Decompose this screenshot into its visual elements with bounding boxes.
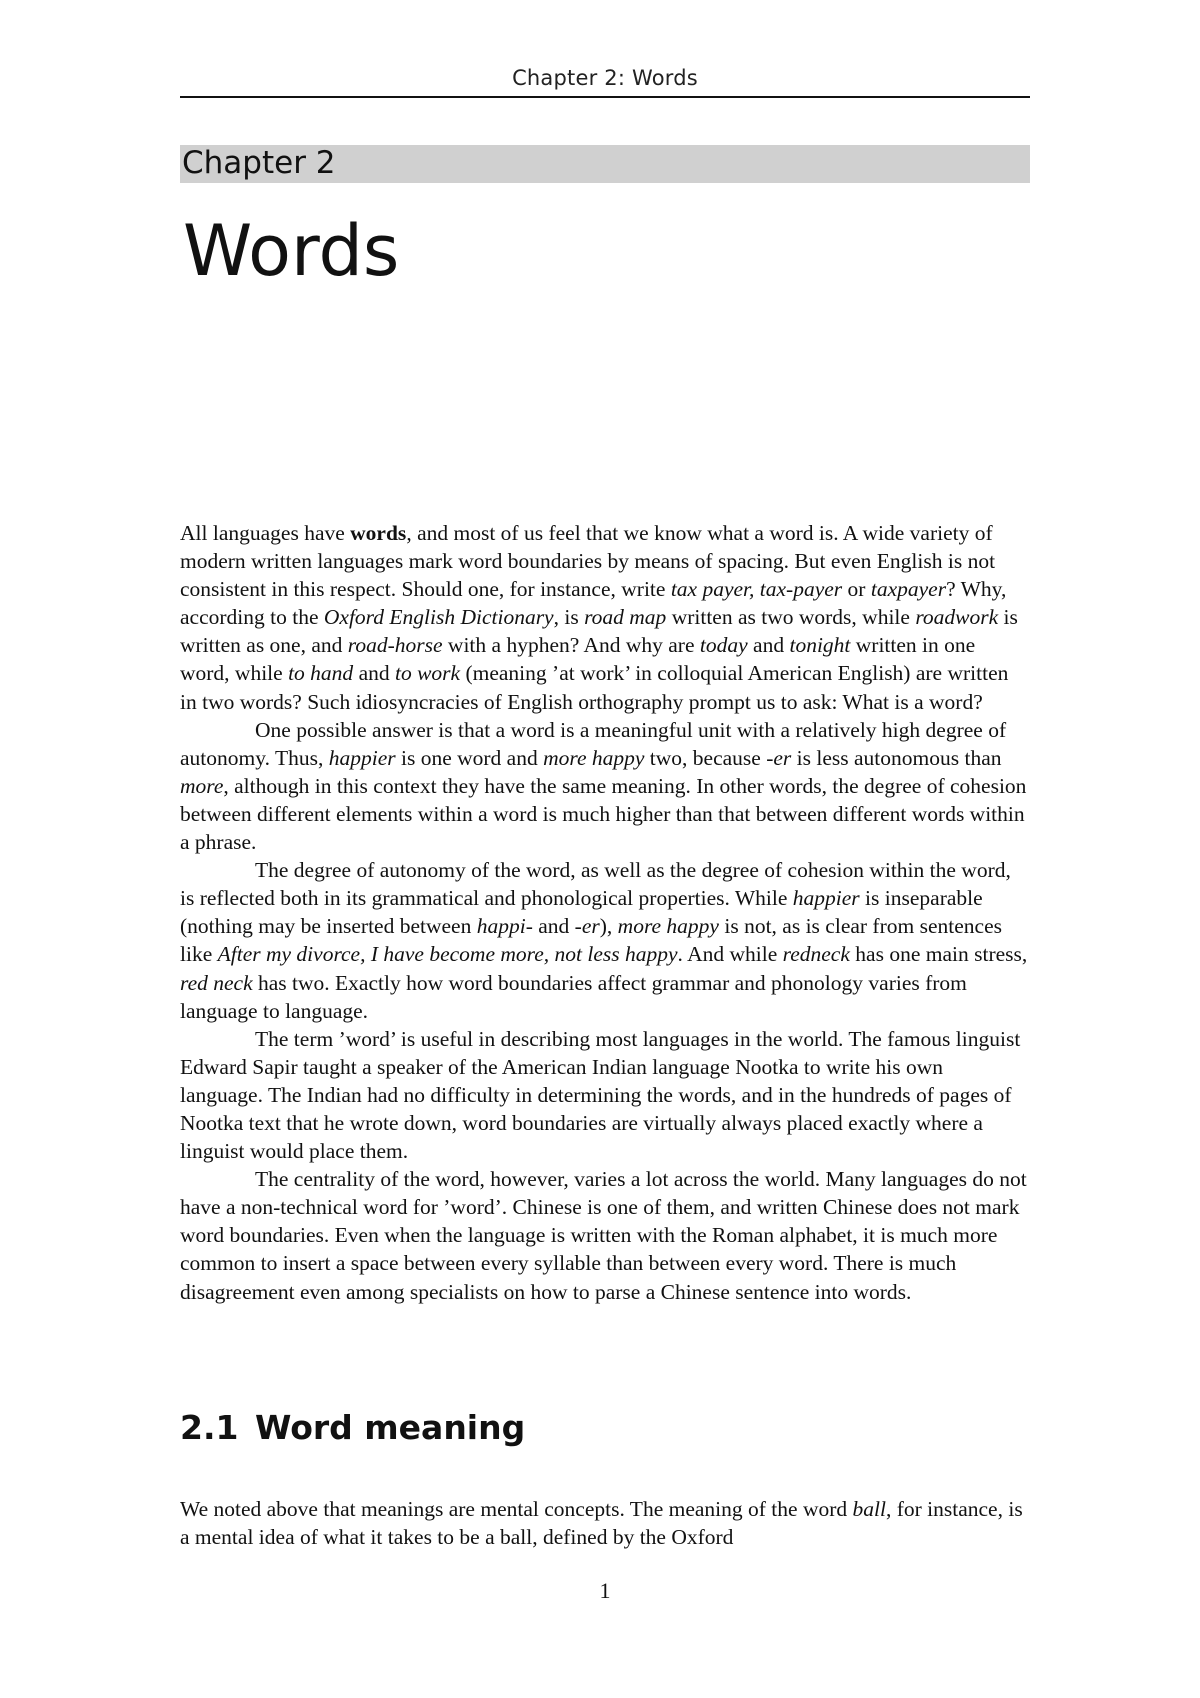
page-number: 1 bbox=[599, 1578, 611, 1603]
chapter-title: Words bbox=[183, 210, 400, 292]
section-heading bbox=[180, 1406, 525, 1450]
italic-term: redneck bbox=[782, 942, 850, 967]
italic-term: -er bbox=[766, 745, 792, 770]
italic-term: tonight bbox=[789, 633, 851, 658]
italic-term: happier bbox=[328, 745, 396, 770]
italic-term: to work bbox=[394, 661, 461, 686]
text-run: is one word and bbox=[395, 745, 544, 770]
bold-term: words bbox=[350, 521, 407, 545]
paragraph bbox=[180, 519, 1030, 716]
text-run: . And while bbox=[677, 942, 783, 967]
text-run: , for instance, is a mental idea of what it takes to be a ball, defined by the Oxford bbox=[180, 1497, 1023, 1550]
italic-term: ball bbox=[852, 1497, 886, 1521]
text-run: two, because bbox=[644, 745, 767, 770]
section-number: 2.1 bbox=[180, 1408, 239, 1447]
text-run: is inseparable (nothing may be inserted between bbox=[180, 886, 983, 939]
text-run: and bbox=[532, 914, 575, 939]
text-run: , is bbox=[553, 605, 585, 630]
paragraph bbox=[180, 856, 1030, 1025]
italic-term: today bbox=[699, 633, 748, 658]
text-run: is written as one, and bbox=[180, 605, 1018, 658]
text-run: , although in this context they have the same meaning. In other words, the degree of cohesion between different elements within a word is much higher than that between different words within a phrase. bbox=[180, 773, 1027, 855]
text-run: has two. Exactly how word boundaries affect grammar and phonology varies from language to language. bbox=[180, 970, 967, 1023]
text-run: , and most of us feel that we know what a word is. A wide variety of modern written languages mark word boundaries by means of spacing. But even English is not consistent in this respect. Should one, for instance, write bbox=[180, 521, 996, 602]
text-run: and bbox=[353, 661, 395, 686]
text-run: and bbox=[747, 633, 790, 658]
italic-term: Oxford English Dictionary bbox=[323, 605, 554, 630]
italic-term: After my divorce, I have become more, not less happy bbox=[217, 942, 678, 967]
text-run: is not, as is clear from sentences like bbox=[180, 914, 1002, 967]
italic-term: taxpayer bbox=[870, 577, 947, 602]
text-run: ), bbox=[599, 914, 618, 939]
text-run: The degree of autonomy of the word, as well as the degree of cohesion within the word, is reflected both in its grammatical and phonological properties. While bbox=[180, 858, 1011, 911]
paragraph bbox=[180, 716, 1030, 856]
section-body-text bbox=[180, 1495, 1030, 1551]
running-head: Chapter 2: Words bbox=[512, 66, 698, 90]
text-run: ? Why, according to the bbox=[180, 577, 1007, 630]
chapter-intro-text bbox=[180, 519, 1030, 1306]
italic-term: road-horse bbox=[347, 633, 443, 658]
text-run: has one main stress, bbox=[849, 942, 1028, 967]
italic-term: tax payer, tax-payer bbox=[670, 577, 843, 602]
italic-term: red neck bbox=[180, 970, 253, 995]
text-run: All languages have bbox=[180, 521, 351, 545]
text-run: with a hyphen? And why are bbox=[442, 633, 700, 658]
italic-term: happi- bbox=[476, 914, 533, 939]
italic-term: more happy bbox=[543, 745, 645, 770]
text-run: or bbox=[842, 577, 871, 602]
text-run: We noted above that meanings are mental concepts. The meaning of the word bbox=[180, 1497, 853, 1521]
italic-term: -er bbox=[574, 914, 600, 939]
italic-term: to hand bbox=[288, 661, 354, 686]
italic-term: road map bbox=[584, 605, 667, 630]
paragraph bbox=[180, 1165, 1030, 1305]
section-title: Word meaning bbox=[255, 1408, 526, 1447]
chapter-label: Chapter 2 bbox=[182, 145, 336, 181]
italic-term: roadwork bbox=[915, 605, 999, 630]
text-run: written in one word, while bbox=[180, 633, 976, 686]
italic-term: more happy bbox=[617, 914, 719, 939]
italic-term: more bbox=[180, 773, 224, 798]
paragraph bbox=[180, 1495, 1030, 1551]
italic-term: happier bbox=[792, 886, 860, 911]
text-run: The term ’word’ is useful in describing most languages in the world. The famous linguist Edward Sapir taught a speaker of the American Indian language Nootka to write his own language. The Indian had no difficulty in determining the words, and in the hundreds of pages of Nootka text that he wrote down, word boundaries are virtually always placed exactly where a linguist would place them. bbox=[180, 1026, 1021, 1164]
header-rule bbox=[180, 96, 1030, 98]
text-run: written as two words, while bbox=[666, 605, 916, 630]
text-run: (meaning ’at work’ in colloquial American English) are written in two words? Such idiosyncracies of English orthography prompt us to ask: What is a word? bbox=[180, 661, 1009, 714]
text-run: The centrality of the word, however, varies a lot across the world. Many languages do not have a non-technical word for ’word’. Chinese is one of them, and written Chinese does not mark word boundaries. Even when the language is written with the Roman alphabet, it is much more common to insert a space between every syllable than between every word. There is much disagreement even among specialists on how to parse a Chinese sentence into words. bbox=[180, 1167, 1027, 1304]
paragraph bbox=[180, 1025, 1030, 1165]
text-run: One possible answer is that a word is a meaningful unit with a relatively high degree of autonomy. Thus, bbox=[180, 717, 1007, 770]
text-run: is less autonomous than bbox=[791, 745, 1002, 770]
